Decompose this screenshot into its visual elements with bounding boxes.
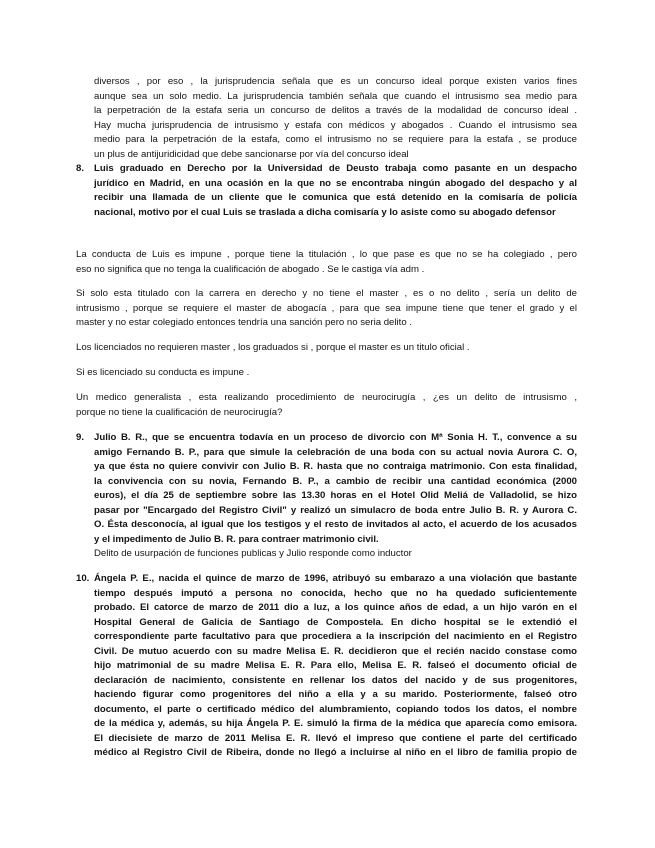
text-line: O. Ésta desconocía, al igual que los testigos y el resto de invitados al acto, el acuerdo de los acusados [94, 519, 577, 530]
answer-paragraph [0, 366, 655, 381]
text-line: aunque sea un solo medio. La jurisprudencia también señala que cuando el intrusismo sea medio para [94, 90, 577, 102]
text-line: Un medico generalista , esta realizando procedimiento de neurocirugía , ¿es un delito de intrusismo , [76, 392, 577, 403]
text-line: correspondiente parte facultativo para que procediera a la inscripción del nacimiento en el Registro [94, 631, 577, 642]
text-line: pasar por "Encargado del Registro Civil" y realizó un simulacro de boda entre Julio B. R. y Aurora C. [94, 504, 577, 516]
text-line: Los licenciados no requieren master , los graduados si , porque el master es un titulo oficial . [76, 342, 470, 353]
text-line: nacional, motivo por el cual Luis se traslada a dicha comisaría y lo asiste como su abogado defensor [94, 206, 556, 218]
text-line: haciendo figurar como progenitores del niño a ella y a su marido. Posteriormente, falseó otro [94, 689, 577, 700]
text-line: declaración de nacimiento, consistente en rellenar los datos del nacido y de sus progenitores, [94, 674, 577, 686]
text-line: médico al Registro Civil de Ribeira, donde no llegó a incluirse al niño en el libro de familia propio de [94, 747, 577, 758]
text-line: probado. El catorce de marzo de 2011 dio a luz, a los quince años de edad, a un hijo varón en el [94, 602, 577, 613]
text-line: Hay mucha jurisprudencia de intrusismo y estafa con médicos y abogados . Cuando el intrusismo sea [94, 119, 577, 131]
answer-paragraph [0, 248, 655, 277]
text-line: Si es licenciado su conducta es impune . [76, 367, 250, 378]
text-line: Julio B. R., que se encuentra todavía en un proceso de divorcio con Mª Sonia H. T., convence a su [94, 432, 577, 443]
answer-paragraph [0, 341, 655, 356]
text-line: medio para la perpetración de la estafa, como el intrusismo no se requiere para la estafa , se produce [94, 134, 577, 145]
case-number: 8. [76, 163, 85, 174]
text-line: documento, el parte o certificado médico del alumbramiento, copiando todos los datos, el nombre [94, 703, 577, 715]
case-10 [0, 572, 655, 761]
question-paragraph [0, 391, 655, 420]
text-line: intrusismo , porque se requiere el master de abogacía , para que sea impune tiene que tener el grado y el [76, 302, 577, 314]
text-line: amigo Fernando B. P., para que simule la celebración de una boda con su actual novia Aurora C. O, [94, 446, 577, 458]
text-line: hijo matrimonial de su madre Melisa E. R. Para ello, Melisa E. R. falseó el documento oficial de [94, 660, 577, 671]
case-8 [0, 162, 655, 220]
text-line: El diecisiete de marzo de 2011 Melisa E. R. llevó el impreso que contiene el parte del certificado [94, 732, 577, 744]
text-line: ya que ésta no quiere convivir con Julio B. R. hasta que no contraiga matrimonio. Con esta finalidad, [94, 461, 577, 472]
text-line: un plus de antijuridicidad que debe sancionarse por vía del concurso ideal [94, 148, 409, 160]
text-line: la perpetración de la estafa seria un concurso de delitos a través de la modalidad de concurso ideal . [94, 105, 577, 116]
answer-paragraph [0, 287, 655, 331]
text-line: y el impedimento de Julio B. R. para contraer matrimonio civil. [94, 533, 379, 545]
text-line: Hospital General de Galicia de Santiago de Compostela. En dicho hospital se le extendió el [94, 616, 577, 628]
text-line: porque no tiene la cualificación de neurocirugía? [76, 406, 283, 418]
answer-note: Delito de usurpación de funciones publicas y Julio responde como inductor [94, 548, 412, 559]
text-line: master y no estar colegiado entonces tendría una sanción pero no seria delito . [76, 317, 412, 328]
text-line: euros), el día 25 de septiembre sobre las 13.30 horas en el Hotel Olid Meliá de Valladolid, se hizo [94, 490, 577, 501]
text-line: la convivencia con su novia, Fernando B. P., a cambio de recibir una cantidad económica (2000 [94, 475, 577, 487]
text-line: recibir una llamada de un cliente que le comunica que está detenido en la comisaría de policía [94, 192, 577, 203]
text-line: Luis graduado en Derecho por la Universidad de Deusto trabaja como pasante en un despacho [94, 163, 577, 174]
text-line: diversos , por eso , la jurisprudencia señala que es un concurso ideal porque existen varios fines [94, 76, 577, 87]
text-line: La conducta de Luis es impune , porque tiene la titulación , lo que pase es que no se ha colegiado , pero [76, 249, 577, 260]
continuation-paragraph [0, 75, 655, 162]
case-number: 9. [76, 432, 85, 443]
case-number: 10. [76, 573, 90, 584]
text-line: tiempo después imputó a persona no conocida, hecho que no ha quedado suficientemente [94, 587, 577, 599]
text-line: de la médica y, además, su hija Ángela P. E. simuló la firma de la médica que aparecía como emisora. [94, 718, 577, 729]
text-line: jurídico en Madrid, en una ocasión en la que no se encontraba ningún abogado del despacho y al [94, 177, 577, 189]
text-line: Ángela P. E., nacida el quince de marzo de 1996, atribuyó su embarazo a una violación que bastante [94, 573, 577, 584]
case-9 [0, 431, 655, 562]
text-line: Si solo esta titulado con la carrera en derecho y no tiene el master , es o no delito , sería un delito de [76, 288, 577, 299]
text-line: eso no significa que no tenga la cualificación de abogado . Se le castiga vía adm . [76, 263, 425, 275]
text-line: Civil. De mutuo acuerdo con su madre Melisa E. R. decidieron que el recién nacido constase como [94, 645, 577, 657]
